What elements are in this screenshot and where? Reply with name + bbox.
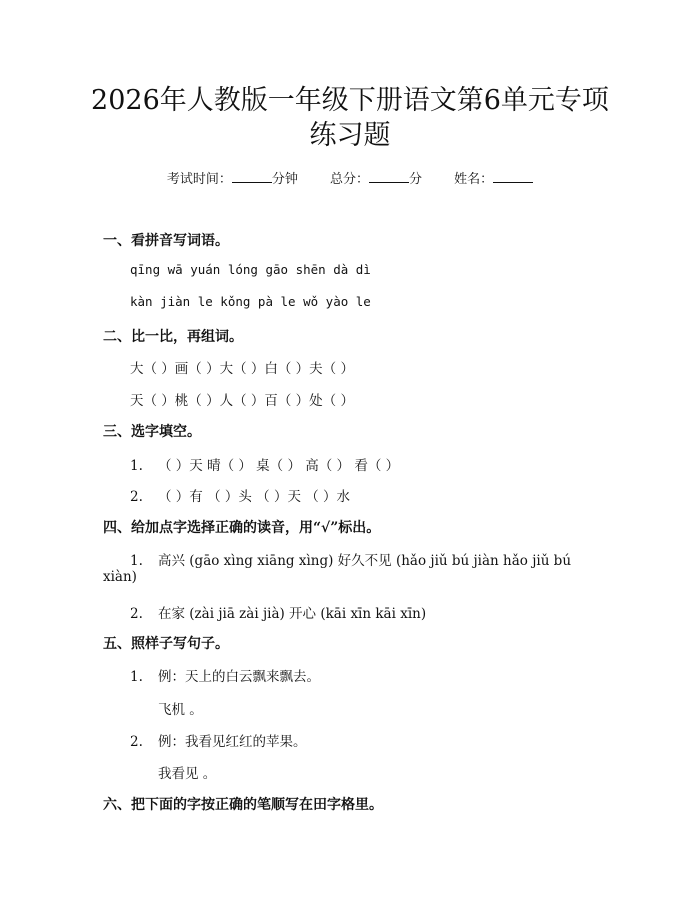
section-1-heading: 一、看拼音写词语。 [103, 233, 229, 249]
section-4-item-2 [130, 602, 426, 622]
name-blank[interactable] [493, 170, 533, 183]
time-blank[interactable] [232, 170, 272, 183]
name-label: 姓名： [454, 172, 494, 187]
section-5-heading: 五、照样子写句子。 [103, 636, 229, 652]
time-unit: 分钟 [271, 172, 298, 187]
item-text: 在家 (zài jiā zài jià) 开心 (kāi xīn kāi xīn) [158, 606, 427, 622]
section-3-heading: 三、选字填空。 [103, 424, 201, 440]
score-label: 总分： [329, 172, 369, 187]
section-5-item-2-answer: 我看见 。 [158, 766, 217, 782]
item-number: 2. [130, 606, 143, 622]
section-2-heading: 二、比一比，再组词。 [103, 329, 243, 345]
section-2-line-2: 天（ ）桃（ ）人（ ）百（ ）处（ ） [130, 393, 354, 409]
section-5-item-1 [130, 665, 320, 685]
page-title-line-2: 练习题 [309, 120, 391, 151]
section-5-item-2 [130, 730, 307, 750]
item-text: 高兴 (gāo xìng xiāng xìng) 好久不见 (hǎo jiǔ bú jiàn hǎo jiǔ bú [158, 553, 572, 569]
item-number: 1. [130, 669, 143, 685]
section-4-item-1 [130, 549, 571, 569]
section-3-item-1 [130, 454, 399, 474]
section-1-pinyin-line-2: kàn jiàn le kǒng pà le wǒ yào le [130, 294, 371, 309]
section-4-heading: 四、给加点字选择正确的读音，用“√”标出。 [103, 520, 381, 536]
section-3-item-2 [130, 485, 350, 505]
section-4-item-1-wrap: xiàn) [103, 569, 137, 585]
item-text: 例：我看见红红的苹果。 [158, 734, 307, 750]
item-text: （ ）有 （ ）头 （ ）天 （ ）水 [158, 489, 351, 505]
section-1-pinyin-line-1: qīng wā yuán lóng gāo shēn dà dì [130, 262, 371, 277]
item-number: 2. [130, 489, 143, 505]
score-blank[interactable] [369, 170, 409, 183]
section-6-heading: 六、把下面的字按正确的笔顺写在田字格里。 [103, 797, 383, 813]
exam-meta [0, 168, 700, 187]
section-5-item-1-answer: 飞机 。 [158, 702, 203, 718]
item-number: 2. [130, 734, 143, 750]
item-text: （ ）天 晴（ ） 桌（ ） 高（ ） 看（ ） [158, 458, 400, 474]
item-text: 例：天上的白云飘来飘去。 [158, 669, 320, 685]
student-name [454, 172, 533, 187]
score-unit: 分 [409, 172, 423, 187]
item-number: 1. [130, 458, 143, 474]
total-score [330, 172, 422, 187]
section-2-line-1: 大（ ）画（ ）大（ ）白（ ）夫（ ） [130, 361, 354, 377]
page-title-line-1: 2026年人教版一年级下册语文第6单元专项 [91, 85, 609, 116]
exam-time [167, 172, 298, 187]
time-label: 考试时间： [166, 172, 232, 187]
item-number: 1. [130, 553, 143, 569]
